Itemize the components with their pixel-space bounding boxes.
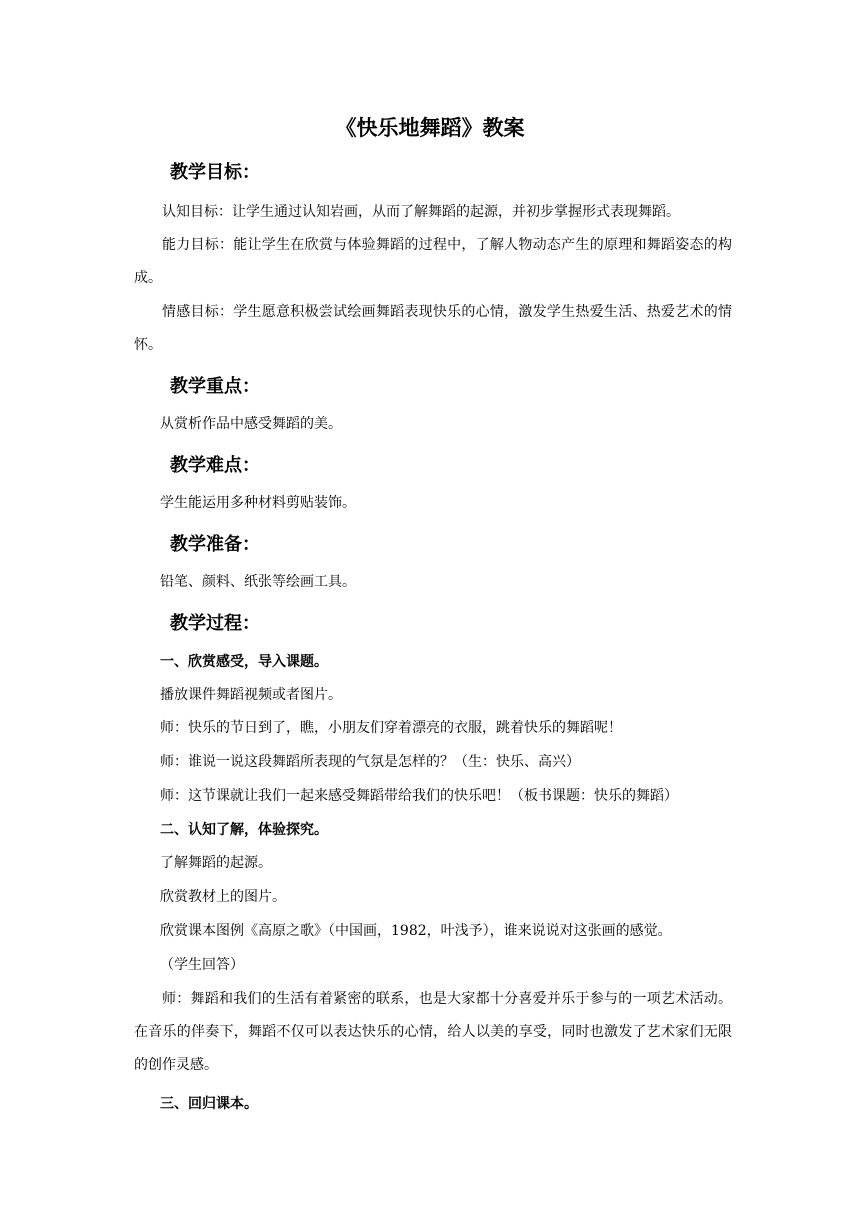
goal-cognitive: 认知目标：让学生通过认知岩画，从而了解舞蹈的起源，并初步掌握形式表现舞蹈。 xyxy=(162,204,680,220)
section-2-line: 了解舞蹈的起源。 xyxy=(160,855,272,871)
heading-difficulties: 教学难点： xyxy=(170,455,260,476)
section-1-title: 一、欣赏感受，导入课题。 xyxy=(160,654,328,670)
document-title: 《快乐地舞蹈》教案 xyxy=(335,115,525,140)
heading-preparation: 教学准备： xyxy=(170,534,260,555)
section-1-line: 师：快乐的节日到了，瞧，小朋友们穿着漂亮的衣服，跳着快乐的舞蹈呢！ xyxy=(160,720,622,736)
key-points-text: 从赏析作品中感受舞蹈的美。 xyxy=(160,416,342,432)
heading-key-points: 教学重点： xyxy=(170,376,260,397)
heading-teaching-goals: 教学目标： xyxy=(170,162,260,183)
goal-ability: 能力目标：能让学生在欣赏与体验舞蹈的过程中，了解人物动态产生的原理和舞蹈姿态的构成。 xyxy=(134,237,732,286)
section-1-line: 师：谁说一说这段舞蹈所表现的气氛是怎样的？（生：快乐、高兴） xyxy=(160,754,580,770)
section-2-title: 二、认知了解，体验探究。 xyxy=(160,822,328,838)
section-3-title: 三、回归课本。 xyxy=(160,1096,258,1112)
section-2-line: 欣赏课本图例《高原之歌》（中国画，1982，叶浅予），谁来说说对这张画的感觉。 xyxy=(160,923,672,939)
section-2-line: （学生回答） xyxy=(160,957,244,973)
heading-process: 教学过程： xyxy=(170,613,260,634)
section-1-line: 师：这节课就让我们一起来感受舞蹈带给我们的快乐吧！（板书课题：快乐的舞蹈） xyxy=(160,788,678,804)
section-1-line: 播放课件舞蹈视频或者图片。 xyxy=(160,687,342,703)
preparation-text: 铅笔、颜料、纸张等绘画工具。 xyxy=(160,574,356,590)
section-2-paragraph: 师：舞蹈和我们的生活有着紧密的联系，也是大家都十分喜爱并乐于参与的一项艺术活动。在音乐的伴奏下，舞蹈不仅可以表达快乐的心情，给人以美的享受，同时也激发了艺术家们无限的创作灵感。 xyxy=(134,991,732,1073)
difficulties-text: 学生能运用多种材料剪贴装饰。 xyxy=(160,495,356,511)
section-2-line: 欣赏教材上的图片。 xyxy=(160,889,286,905)
goal-emotion: 情感目标：学生愿意积极尝试绘画舞蹈表现快乐的心情，激发学生热爱生活、热爱艺术的情怀。 xyxy=(134,304,732,353)
